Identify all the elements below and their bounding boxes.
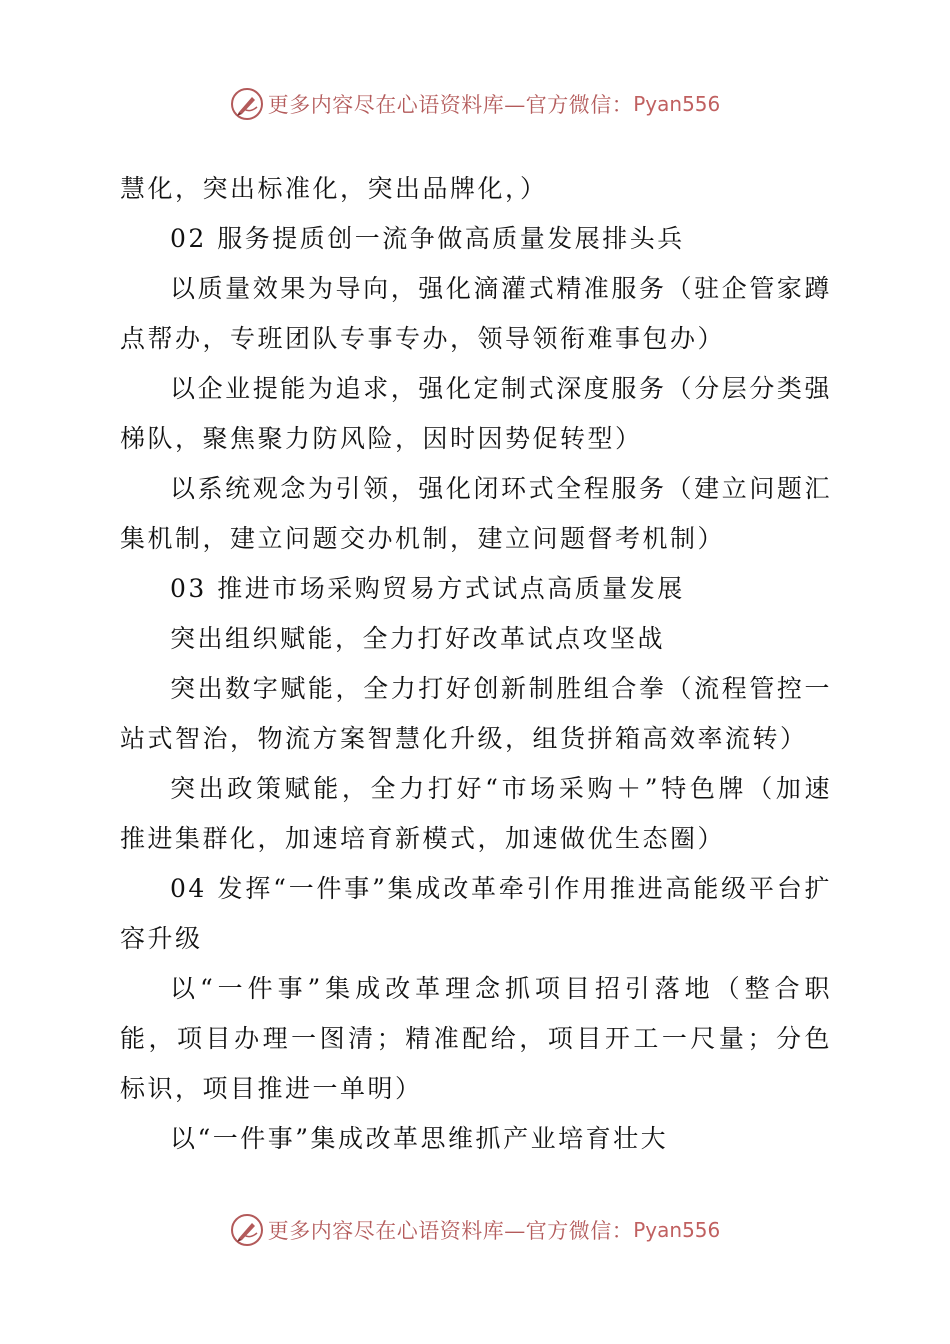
section-heading-02: 02 服务提质创一流争做高质量发展排头兵 (170, 224, 685, 253)
pen-logo-icon (230, 1213, 264, 1247)
section-heading-03: 03 推进市场采购贸易方式试点高质量发展 (170, 574, 685, 603)
document-body (120, 164, 832, 1164)
paragraph: 以质量效果为导向，强化滴灌式精准服务（驻企管家蹲点帮办，专班团队专事专办，领导领衔难事包办） (120, 274, 832, 353)
header-watermark-banner (0, 84, 950, 124)
section-heading-04: 04 发挥“一件事”集成改革牵引作用推进高能级平台扩容升级 (120, 874, 832, 953)
paragraph-continuation: 慧化，突出标准化，突出品牌化，） (120, 174, 548, 203)
paragraph: 以“一件事”集成改革理念抓项目招引落地（整合职能，项目办理一图清；精准配给，项目开工一尺量；分色标识，项目推进一单明） (120, 974, 832, 1103)
wechat-id: Pyan556 (633, 92, 721, 116)
paragraph: 以“一件事”集成改革思维抓产业培育壮大 (170, 1124, 669, 1153)
paragraph: 突出数字赋能，全力打好创新制胜组合拳（流程管控一站式智治，物流方案智慧化升级，组货拼箱高效率流转） (120, 674, 832, 753)
paragraph: 突出组织赋能，全力打好改革试点攻坚战 (170, 624, 666, 653)
watermark-text: 更多内容尽在心语资料库—官方微信： (267, 1219, 634, 1243)
pen-logo-icon (230, 87, 264, 121)
paragraph: 突出政策赋能，全力打好“市场采购＋”特色牌（加速推进集群化，加速培育新模式，加速做优生态圈） (120, 774, 832, 853)
watermark-text: 更多内容尽在心语资料库—官方微信： (267, 93, 634, 117)
wechat-id: Pyan556 (633, 1218, 721, 1242)
paragraph: 以系统观念为引领，强化闭环式全程服务（建立问题汇集机制，建立问题交办机制，建立问题督考机制） (120, 474, 832, 553)
paragraph: 以企业提能为追求，强化定制式深度服务（分层分类强梯队，聚焦聚力防风险，因时因势促转型） (120, 374, 832, 453)
footer-watermark-banner (0, 1210, 950, 1250)
